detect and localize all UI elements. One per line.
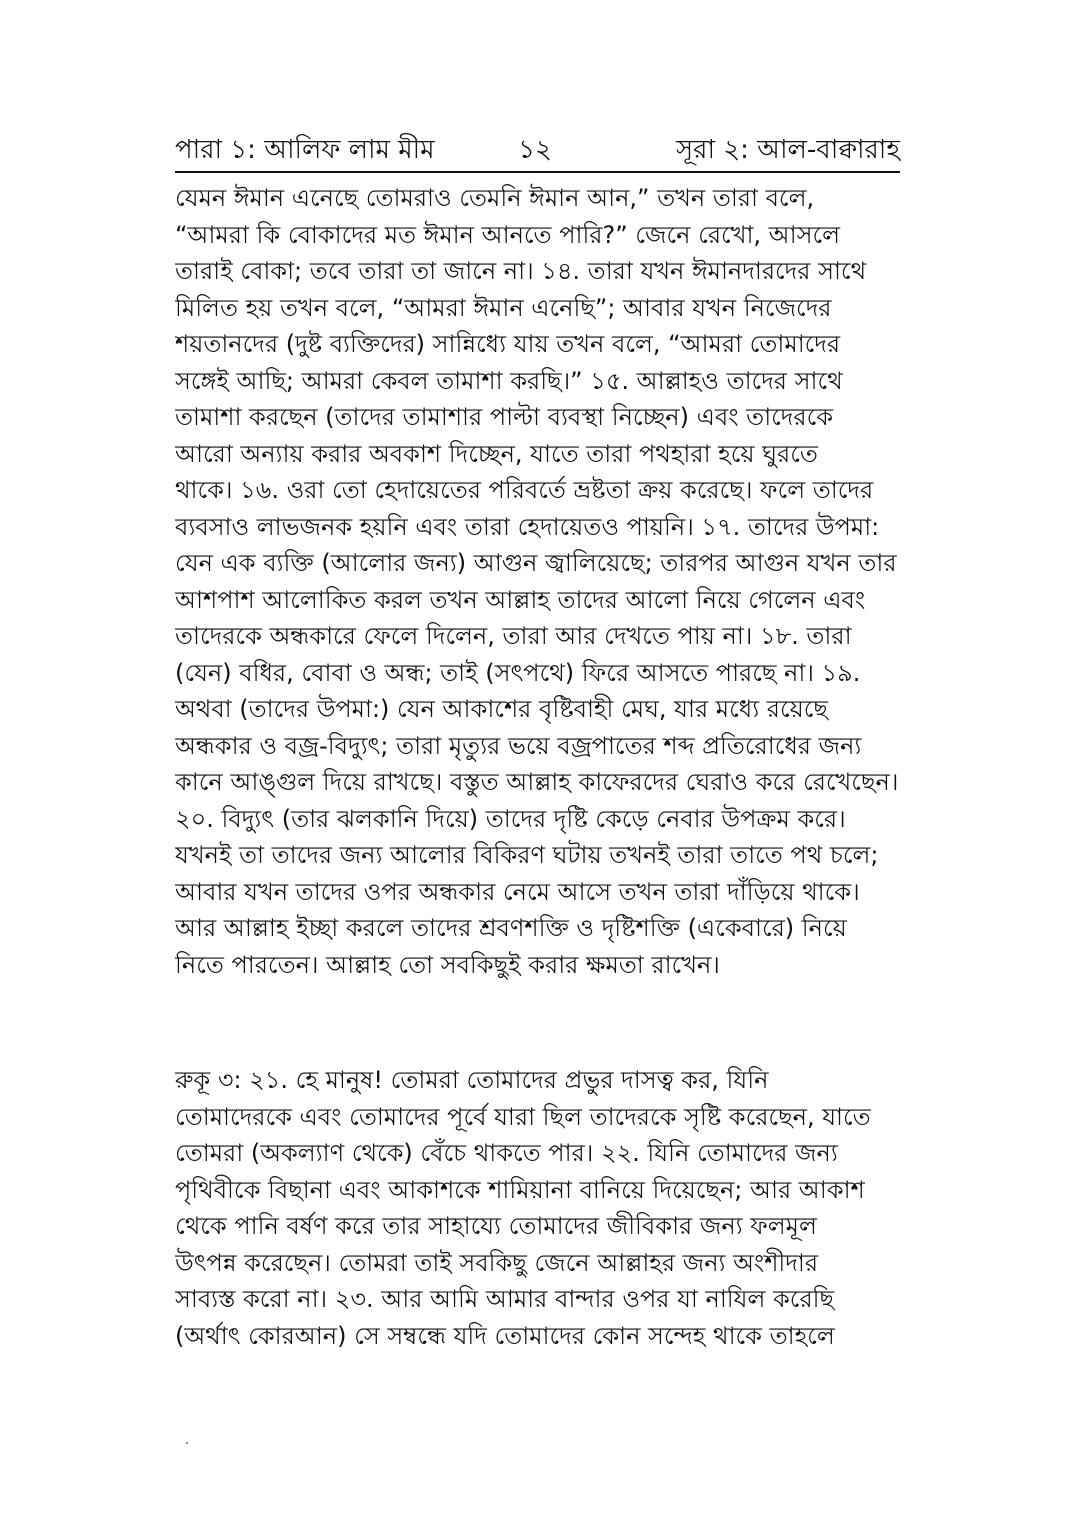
text-line: থেকে পানি বর্ষণ করে তার সাহায্যে তোমাদের জীবিকার জন্য ফলমূল [175, 1212, 817, 1240]
text-line: নিতে পারতেন। আল্লাহ তো সবকিছুই করার ক্ষমতা রাখেন। [175, 950, 720, 979]
text-line: শয়তানদের (দুষ্ট ব্যক্তিদের) সান্নিধ্যে যায় তখন বলে, “আমরা তোমাদের [175, 330, 841, 358]
text-line: ২০. বিদ্যুৎ (তার ঝলকানি দিয়ে) তাদের দৃষ্টি কেড়ে নেবার উপক্রম করে। [175, 804, 846, 833]
text-line: আরো অন্যায় করার অবকাশ দিচ্ছেন, যাতে তারা পথহারা হয়ে ঘুরতে [175, 439, 818, 468]
text-line: সাব্যস্ত করো না। ২৩. আর আমি আমার বান্দার ওপর যা নাযিল করেছি [175, 1285, 835, 1313]
text-line: মিলিত হয় তখন বলে, “আমরা ঈমান এনেছি”; আবার যখন নিজেদের [175, 293, 832, 322]
text-line: থাকে। ১৬. ওরা তো হেদায়েতের পরিবর্তে ভ্রষ্টতা ক্রয় করেছে। ফলে তাদের [175, 476, 874, 504]
scan-speck [186, 1442, 188, 1444]
text-line: যখনই তা তাদের জন্য আলোর বিকিরণ ঘটায় তখনই তারা তাতে পথ চলে; [175, 841, 879, 869]
text-line: সঙ্গেই আছি; আমরা কেবল তামাশা করছি।” ১৫. আল্লাহও তাদের সাথে [175, 366, 843, 395]
header-surah-label: সূরা ২: আল-বাক্বারাহ [675, 135, 900, 165]
text-line: যেন এক ব্যক্তি (আলোর জন্য) আগুন জ্বালিয়েছে; তারপর আগুন যখন তার [175, 549, 897, 577]
text-line: তামাশা করছেন (তাদের তামাশার পাল্টা ব্যবস্থা নিচ্ছেন) এবং তাদেরকে [175, 403, 834, 431]
text-line: কানে আঙ্গুল দিয়ে রাখছে। বস্তুত আল্লাহ কাফেরদের ঘেরাও করে রেখেছেন। [175, 768, 899, 796]
text-line: পৃথিবীকে বিছানা এবং আকাশকে শামিয়ানা বানিয়ে দিয়েছেন; আর আকাশ [175, 1175, 865, 1204]
header-rule [175, 171, 900, 173]
text-line: “আমরা কি বোকাদের মত ঈমান আনতে পারি?” জেনে রেখো, আসলে [175, 220, 841, 249]
text-line: তাদেরকে অন্ধকারে ফেলে দিলেন, তারা আর দেখতে পায় না। ১৮. তারা [175, 622, 852, 650]
text-line: তোমরা (অকল্যাণ থেকে) বেঁচে থাকতে পার। ২২. যিনি তোমাদের জন্য [175, 1139, 838, 1167]
text-line: তোমাদেরকে এবং তোমাদের পূর্বে যারা ছিল তাদেরকে সৃষ্টি করেছেন, যাতে [175, 1102, 871, 1131]
text-line: আর আল্লাহ ইচ্ছা করলে তাদের শ্রবণশক্তি ও দৃষ্টিশক্তি (একেবারে) নিয়ে [175, 914, 847, 942]
text-line: তারাই বোকা; তবে তারা তা জানে না। ১৪. তারা যখন ঈমানদারদের সাথে [175, 257, 867, 285]
text-line: উৎপন্ন করেছেন। তোমরা তাই সবকিছু জেনে আল্লাহর জন্য অংশীদার [175, 1248, 819, 1277]
text-line: অথবা (তাদের উপমা:) যেন আকাশের বৃষ্টিবাহী মেঘ, যার মধ্যে রয়েছে [175, 695, 828, 723]
text-line: (অর্থাৎ কোরআন) সে সম্বন্ধে যদি তোমাদের কোন সন্দেহ থাকে তাহলে [175, 1321, 835, 1350]
text-line: আশপাশ আলোকিত করল তখন আল্লাহ তাদের আলো নিয়ে গেলেন এবং [175, 585, 866, 614]
paragraph-2 [175, 1062, 900, 1354]
paragraph-1 [175, 180, 900, 983]
text-line: অন্ধকার ও বজ্র-বিদ্যুৎ; তারা মৃত্যুর ভয়ে বজ্রপাতের শব্দ প্রতিরোধের জন্য [175, 731, 862, 760]
text-line: (যেন) বধির, বোবা ও অন্ধ; তাই (সৎপথে) ফিরে আসতে পারছে না। ১৯. [175, 658, 861, 687]
text-line: ব্যবসাও লাভজনক হয়নি এবং তারা হেদায়েতও পায়নি। ১৭. তাদের উপমা: [175, 512, 880, 541]
text-line: যেমন ঈমান এনেছে তোমরাও তেমনি ঈমান আন,” তখন তারা বলে, [175, 184, 815, 212]
running-header [175, 130, 900, 170]
text-line: রুকূ ৩: ২১. হে মানুষ! তোমরা তোমাদের প্রভুর দাসত্ব কর, যিনি [175, 1066, 769, 1094]
page-number: ১২ [518, 135, 552, 165]
text-line: আবার যখন তাদের ওপর অন্ধকার নেমে আসে তখন তারা দাঁড়িয়ে থাকে। [175, 877, 860, 906]
header-para-label: পারা ১: আলিফ লাম মীম [175, 135, 435, 165]
